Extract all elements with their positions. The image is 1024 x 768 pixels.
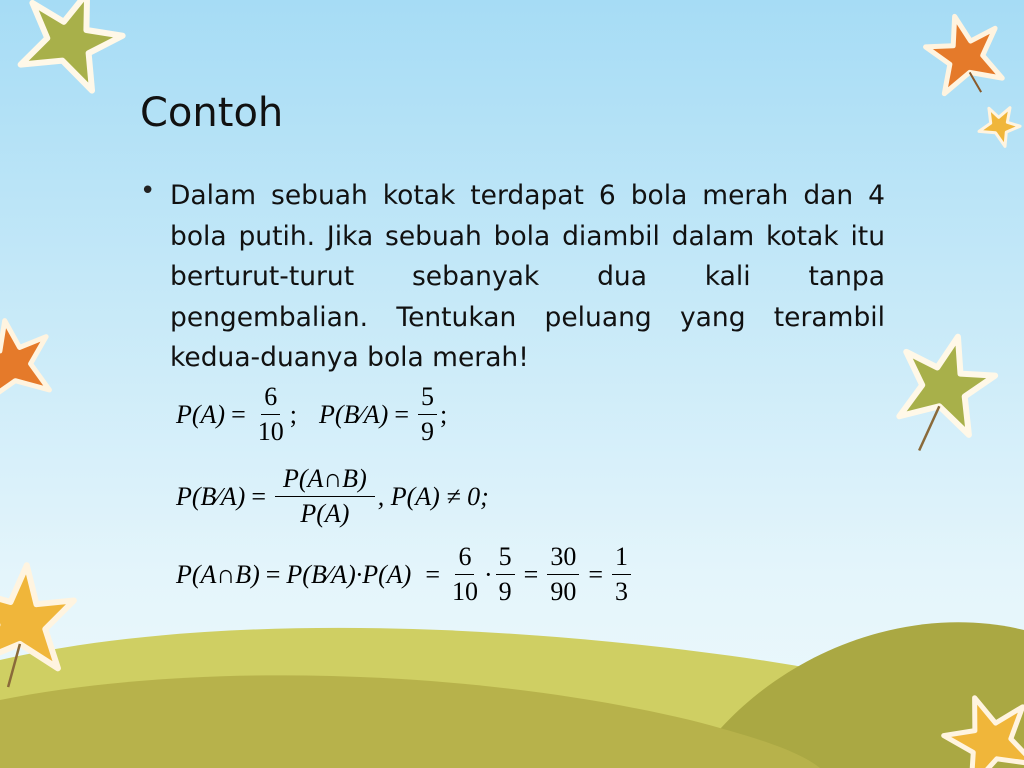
eq2-equals: = bbox=[251, 481, 266, 511]
eq3-f2-numerator: 5 bbox=[496, 542, 515, 575]
bullet-text: Dalam sebuah kotak terdapat 6 bola merah dan 4 bola putih. Jika sebuah bola diambil dalam kotak itu berturut-turut sebanyak dua kali tanpa pengembalian. Tentukan peluang yang terambil kedua-duanya bola merah! bbox=[170, 180, 885, 373]
slide-title: Contoh bbox=[140, 90, 284, 136]
eq2-pba: P(B∕A) bbox=[176, 481, 246, 511]
eq3-equals-2: = bbox=[425, 559, 440, 589]
eq3-f4-denominator: 3 bbox=[615, 577, 628, 606]
equation-line-3 bbox=[176, 542, 634, 607]
eq1-pa-numerator: 6 bbox=[261, 382, 280, 415]
eq3-fraction-3 bbox=[547, 542, 579, 607]
eq3-f1-denominator: 10 bbox=[451, 577, 478, 606]
eq2-denominator: P(A) bbox=[300, 499, 350, 528]
eq1-fraction-pba bbox=[418, 382, 437, 447]
eq3-fraction-1 bbox=[449, 542, 481, 607]
eq3-f4-numerator: 1 bbox=[612, 542, 631, 575]
eq3-f3-numerator: 30 bbox=[547, 542, 579, 575]
eq3-f1-numerator: 6 bbox=[455, 542, 474, 575]
eq1-semicolon-2: ; bbox=[439, 399, 448, 429]
equation-line-2 bbox=[176, 464, 489, 529]
eq2-fraction bbox=[275, 464, 375, 529]
eq1-pa: P(A) bbox=[176, 399, 226, 429]
eq2-condition: , P(A) ≠ 0; bbox=[377, 481, 489, 511]
eq1-pa-denominator: 10 bbox=[257, 417, 284, 446]
eq1-equals: = bbox=[231, 399, 246, 429]
bullet-item bbox=[140, 176, 885, 379]
eq3-middle: P(B∕A)·P(A) bbox=[286, 559, 412, 589]
eq3-equals-3: = bbox=[523, 559, 539, 589]
eq3-fraction-4 bbox=[612, 542, 631, 607]
bullet-icon: • bbox=[140, 176, 156, 206]
eq2-numerator: P(A∩B) bbox=[275, 464, 375, 497]
eq1-pba-denominator: 9 bbox=[420, 417, 434, 446]
eq3-fraction-2 bbox=[496, 542, 515, 607]
eq3-dot: · bbox=[483, 559, 493, 589]
eq3-f3-denominator: 90 bbox=[550, 577, 577, 606]
eq3-equals-1: = bbox=[265, 559, 281, 589]
eq3-equals-4: = bbox=[588, 559, 603, 589]
equation-line-1 bbox=[176, 382, 447, 447]
eq3-lhs: P(A∩B) bbox=[176, 559, 260, 589]
eq1-pba: P(B∕A) bbox=[319, 399, 389, 429]
eq1-semicolon-1: ; bbox=[289, 399, 297, 429]
eq1-fraction-pa bbox=[255, 382, 287, 447]
eq1-equals-2: = bbox=[394, 399, 409, 429]
eq3-f2-denominator: 9 bbox=[498, 577, 512, 606]
eq1-pba-numerator: 5 bbox=[418, 382, 437, 415]
